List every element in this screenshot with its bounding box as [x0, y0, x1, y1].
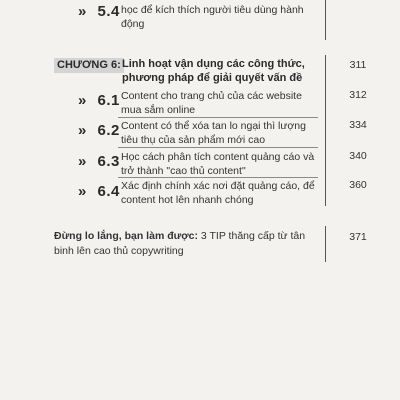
section-chevron: » [78, 92, 87, 109]
section-marker [78, 3, 120, 20]
chapter-title: Linh hoạt vận dụng các công thức, phương pháp để giải quyết vấn đề [122, 58, 305, 84]
divider-line-final [325, 226, 326, 262]
section-number: 5.4 [97, 3, 120, 20]
section-title-6-1: Content cho trang chủ của các website mua sắm online [121, 90, 302, 116]
section-title-6-2: Content có thể xóa tan lo ngại thì lượng tiêu thụ của sản phẩm mới cao [121, 120, 306, 146]
section-marker-6-3 [78, 153, 120, 170]
section-page-6-2: 334 [349, 119, 367, 131]
section-number: 6.1 [97, 92, 120, 109]
section-marker-6-2 [78, 122, 120, 139]
divider-line-top [325, 0, 326, 40]
section-separator [118, 117, 318, 118]
section-title-6-3: Học cách phân tích content quảng cáo và trở thành "cao thủ content" [121, 151, 315, 177]
section-page-6-4: 360 [349, 179, 367, 191]
section-chevron: » [78, 122, 87, 139]
chapter-page-number: 311 [349, 59, 367, 71]
section-number: 6.2 [97, 122, 120, 139]
section-chevron: » [78, 153, 87, 170]
section-number: 6.4 [97, 183, 120, 200]
section-page-6-3: 340 [349, 150, 367, 162]
section-number: 6.3 [97, 153, 120, 170]
chapter-label: CHƯƠNG 6: [54, 58, 124, 73]
section-title-5-4: học để kích thích người tiêu dùng hành động [121, 4, 304, 30]
section-marker-6-4 [78, 183, 120, 200]
section-separator [118, 177, 318, 178]
section-marker-6-1 [78, 92, 120, 109]
section-chevron: » [78, 183, 87, 200]
section-separator [118, 147, 318, 148]
final-entry-title [54, 229, 316, 259]
divider-line-sections [325, 84, 326, 206]
section-page-6-1: 312 [349, 89, 367, 101]
final-entry-page: 371 [349, 231, 367, 243]
final-entry-bold: Đừng lo lắng, bạn làm được: [54, 230, 199, 242]
section-chevron: » [78, 3, 87, 20]
final-entry-rest: 3 TIP thăng cấp từ tân binh lên cao thủ copywriting [54, 230, 306, 257]
section-title-6-4: Xác định chính xác nơi đặt quảng cáo, để content hot lên nhanh chóng [121, 180, 315, 206]
